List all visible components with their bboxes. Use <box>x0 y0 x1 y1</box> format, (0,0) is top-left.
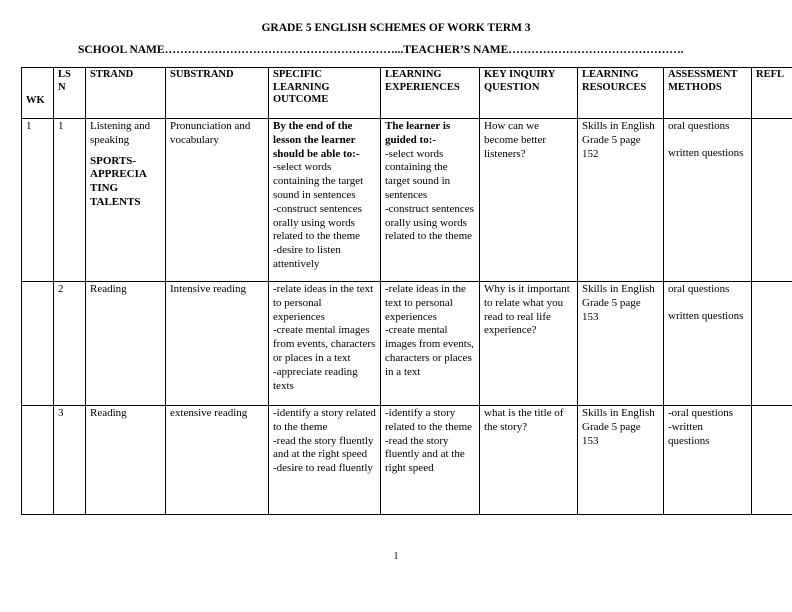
outcome-item: -select words containing the target sound in sentences <box>273 161 364 201</box>
cell-question: what is the title of the story? <box>480 406 578 515</box>
cell-lsn: 2 <box>54 282 86 406</box>
experience-item: -identify a story related to the theme <box>385 407 473 433</box>
cell-substrand: Intensive reading <box>166 282 269 406</box>
document-title: GRADE 5 ENGLISH SCHEMES OF WORK TERM 3 <box>261 22 531 34</box>
header-assessment: ASSESSMENT METHODS <box>664 68 752 119</box>
header-row <box>22 68 792 119</box>
assessment-item: -written questions <box>668 420 710 447</box>
table-row <box>22 119 792 282</box>
theme-text: SPORTS-APPRECIA TING TALENTS <box>90 154 147 208</box>
header-question: KEY INQUIRY QUESTION <box>480 68 578 119</box>
cell-wk <box>22 406 54 515</box>
page-number: 1 <box>393 551 399 562</box>
outcome-item: -read the story fluently and at the right speed <box>273 434 374 461</box>
table-row <box>22 282 792 406</box>
header-refl: REFL <box>752 68 792 119</box>
cell-outcome <box>269 119 381 282</box>
outcome-item: -appreciate reading texts <box>273 365 358 392</box>
cell-substrand: extensive reading <box>166 406 269 515</box>
cell-strand <box>86 119 166 282</box>
outcome-item: -relate ideas in the text to personal experiences <box>273 283 374 323</box>
outcome-intro: By the end of the lesson the learner should be able to:- <box>273 120 360 160</box>
cell-experiences <box>381 282 480 406</box>
table-row <box>22 406 792 515</box>
assessment-item: oral questions <box>668 283 730 295</box>
header-strand: STRAND <box>86 68 166 119</box>
cell-refl <box>752 282 792 406</box>
cell-assessment <box>664 282 752 406</box>
assessment-item: written questions <box>668 309 744 322</box>
cell-question: How can we become better listeners? <box>480 119 578 282</box>
cell-assessment <box>664 119 752 282</box>
experience-item: -relate ideas in the text to personal experiences <box>385 283 466 323</box>
cell-strand: Reading <box>86 406 166 515</box>
cell-lsn: 3 <box>54 406 86 515</box>
outcome-item: -desire to listen attentively <box>273 244 341 270</box>
cell-assessment <box>664 406 752 515</box>
cell-experiences <box>381 119 480 282</box>
cell-substrand: Pronunciation and vocabulary <box>166 119 269 282</box>
cell-resources: Skills in English Grade 5 page 153 <box>578 406 664 515</box>
cell-experiences <box>381 406 480 515</box>
experience-item: -read the story fluently and at the right speed <box>385 434 465 475</box>
cell-wk <box>22 282 54 406</box>
header-wk: WK <box>22 68 54 119</box>
cell-strand: Reading <box>86 282 166 406</box>
header-resources: LEARNING RESOURCES <box>578 68 664 119</box>
strand-text: Listening and speaking <box>90 120 151 146</box>
cell-outcome <box>269 406 381 515</box>
experiences-intro: The learner is guided to:- <box>385 120 451 146</box>
cell-refl <box>752 406 792 515</box>
header-substrand: SUBSTRAND <box>166 68 269 119</box>
scheme-table <box>21 67 792 515</box>
cell-resources: Skills in English Grade 5 page 153 <box>578 282 664 406</box>
experience-item: -select words containing the target sound in sentences <box>385 147 451 201</box>
cell-question: Why is it important to relate what you read to real life experience? <box>480 282 578 406</box>
outcome-item: -create mental images from events, characters or places in a text <box>273 324 376 364</box>
assessment-item: written questions <box>668 146 744 159</box>
header-experiences: LEARNING EXPERIENCES <box>381 68 480 119</box>
header-lsn: LS N <box>54 68 86 119</box>
cell-refl <box>752 119 792 282</box>
school-teacher-line: SCHOOL NAME……………………………………………………...TEACHER’S NAME………………………………………. <box>78 44 684 56</box>
experience-item: -create mental images from events, characters or places in a text <box>385 324 474 378</box>
header-outcome: SPECIFIC LEARNING OUTCOME <box>269 68 381 119</box>
experience-item: -construct sentences orally using words related to the theme <box>385 202 474 243</box>
cell-outcome <box>269 282 381 406</box>
outcome-item: -identify a story related to the theme <box>273 407 376 433</box>
cell-wk: 1 <box>22 119 54 282</box>
outcome-item: -desire to read fluently <box>273 462 373 475</box>
outcome-item: -construct sentences orally using words related to the theme <box>273 202 362 243</box>
assessment-item: oral questions <box>668 120 730 132</box>
cell-resources: Skills in English Grade 5 page 152 <box>578 119 664 282</box>
cell-lsn: 1 <box>54 119 86 282</box>
assessment-item: -oral questions <box>668 407 734 419</box>
